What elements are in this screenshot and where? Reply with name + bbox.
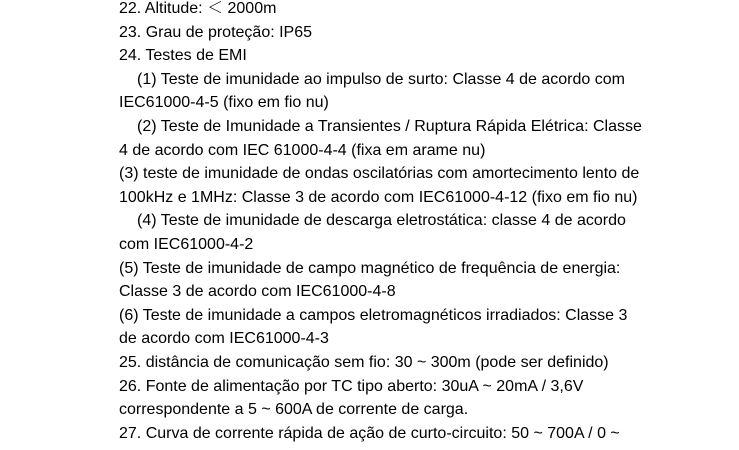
spec-line-eft-test-cont: 4 de acordo com IEC 61000-4-4 (fixa em arame nu) xyxy=(119,141,486,159)
spec-line-magnetic-field-test: (5) Teste de imunidade de campo magnético de frequência de energia: xyxy=(119,259,621,277)
spec-line-ct-power-supply-cont: correspondente a 5 ~ 600A de corrente de carga. xyxy=(119,401,469,419)
spec-line-oscillatory-test-cont: 100kHz e 1MHz: Classe 3 de acordo com IEC61000-4-12 (fixo em fio nu) xyxy=(119,188,638,206)
spec-line-altitude: 22. Altitude: ＜ 2000m xyxy=(119,0,277,17)
spec-line-eft-test: (2) Teste de Imunidade a Transientes / Ruptura Rápida Elétrica: Classe xyxy=(137,117,642,135)
spec-line-magnetic-field-test-cont: Classe 3 de acordo com IEC61000-4-8 xyxy=(119,283,396,301)
spec-line-wireless-distance: 25. distância de comunicação sem fio: 30 ~ 300m (pode ser definido) xyxy=(119,353,609,371)
spec-line-oscillatory-test: (3) teste de imunidade de ondas oscilatórias com amortecimento lento de xyxy=(119,165,640,183)
spec-line-esd-test-cont: com IEC61000-4-2 xyxy=(119,235,254,253)
spec-line-short-circuit-curve: 27. Curva de corrente rápida de ação de curto-circuito: 50 ~ 700A / 0 ~ xyxy=(119,424,620,442)
spec-line-emi-tests-heading: 24. Testes de EMI xyxy=(119,47,247,65)
spec-line-ct-power-supply: 26. Fonte de alimentação por TC tipo aberto: 30uA ~ 20mA / 3,6V xyxy=(119,377,584,395)
spec-line-protection-grade: 23. Grau de proteção: IP65 xyxy=(119,23,313,41)
spec-line-surge-test-cont: IEC61000-4-5 (fixo em fio nu) xyxy=(119,94,329,112)
spec-line-radiated-field-test: (6) Teste de imunidade a campos eletromagnéticos irradiados: Classe 3 xyxy=(119,306,628,324)
spec-line-surge-test: (1) Teste de imunidade ao impulso de surto: Classe 4 de acordo com xyxy=(137,70,625,88)
spec-line-radiated-field-test-cont: de acordo com IEC61000-4-3 xyxy=(119,330,329,348)
spec-document xyxy=(119,0,729,445)
spec-line-esd-test: (4) Teste de imunidade de descarga eletrostática: classe 4 de acordo xyxy=(137,212,626,230)
